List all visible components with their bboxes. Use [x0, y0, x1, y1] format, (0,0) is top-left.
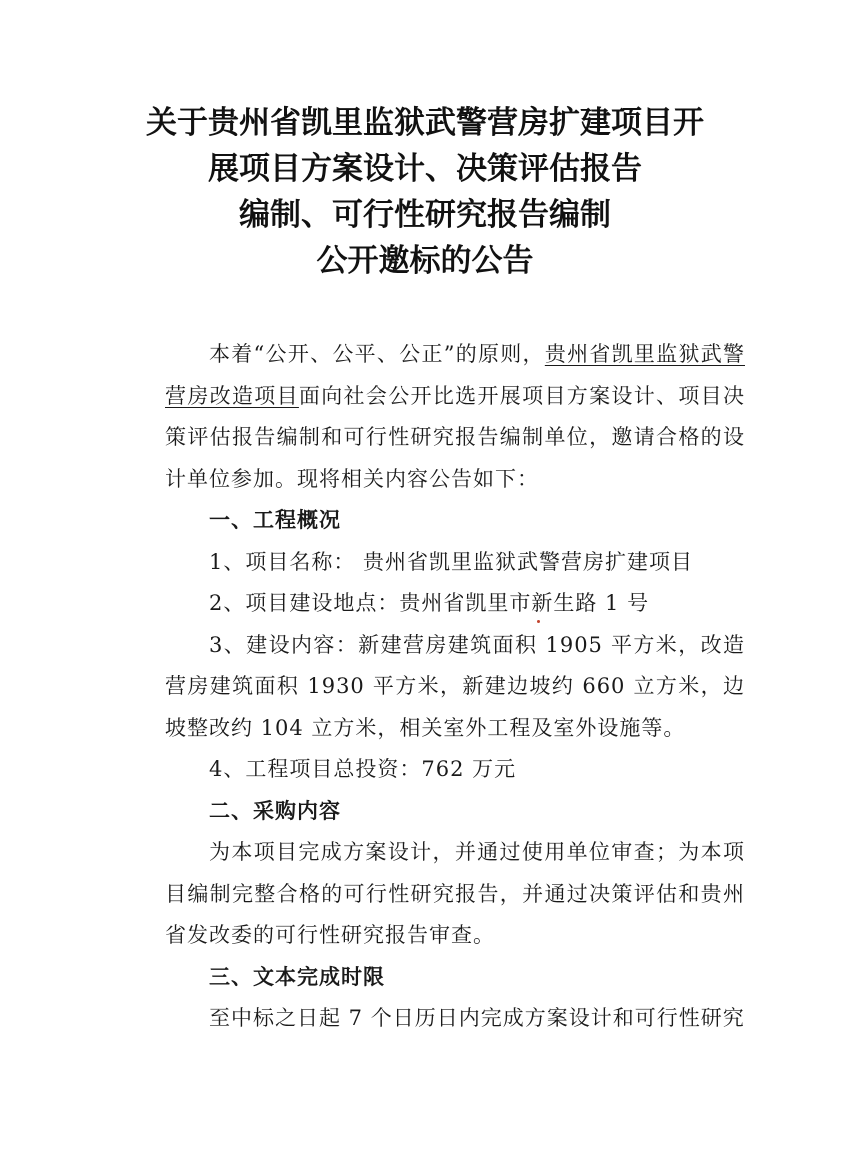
project-name-underlined: 贵州省凯里监狱武警营房改造项目: [165, 342, 745, 408]
red-ink-dot: [537, 620, 540, 623]
overview-item-location: 2、项目建设地点：贵州省凯里市新生路 1 号: [209, 591, 650, 615]
intro-text-post: 面向社会公开比选开展项目方案设计、项目决策评估报告编制和可行性研究报告编制单位，邀请合格的设计单位参加。现将相关内容公告如下：: [165, 383, 746, 491]
deadline-text: 至中标之日起 7 个日历日内完成方案设计和可行性研究: [209, 1006, 745, 1030]
section-heading-procurement: 二、采购内容: [209, 798, 341, 823]
title-line-3: 编制、可行性研究报告编制: [239, 197, 611, 233]
title-line-1: 关于贵州省凯里监狱武警营房扩建项目开: [146, 105, 704, 141]
overview-item-total-investment: 4、工程项目总投资：762 万元: [209, 757, 517, 781]
intro-paragraph: [165, 334, 745, 500]
overview-item-construction-content: 3、建设内容：新建营房建筑面积 1905 平方米，改造营房建筑面积 1930 平方米，新建边坡约 660 立方米，边坡整改约 104 立方米，相关室外工程及室外设施等。: [165, 632, 745, 740]
overview-item-project-name: 1、项目名称： 贵州省凯里监狱武警营房扩建项目: [209, 549, 694, 574]
section-heading-overview: 一、工程概况: [209, 508, 341, 532]
intro-text-pre: 本着“公开、公平、公正”的原则，: [209, 342, 545, 366]
document-body: [165, 334, 745, 1040]
section-heading-deadline: 三、文本完成时限: [209, 964, 385, 989]
title-line-2: 展项目方案设计、决策评估报告: [208, 151, 642, 187]
procurement-text: 为本项目完成方案设计，并通过使用单位审查；为本项目编制完整合格的可行性研究报告，并通过决策评估和贵州省发改委的可行性研究报告审查。: [165, 840, 745, 947]
document-title: [0, 100, 850, 284]
title-line-4: 公开邀标的公告: [316, 243, 534, 279]
